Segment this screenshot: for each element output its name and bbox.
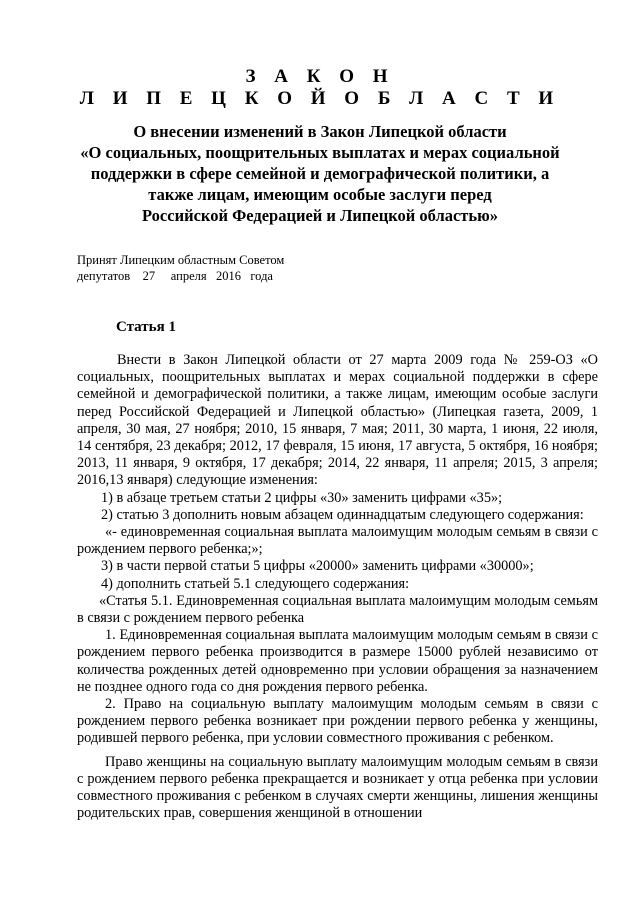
paragraph-clause-2: 2. Право на социальную выплату малоимущим молодым семьям в связи с рождением первого ребенка возникает при рождении первого ребенка у женщины, родившей первого ребенка, при условии совместного проживания с ребенком. [77,696,598,747]
paragraph-item-2-quote: «- единовременная социальная выплата малоимущим молодым семьям в связи с рождением первого ребенка;»; [77,524,598,558]
paragraph-item-3: 3) в части первой статьи 5 цифры «20000» заменить цифрами «30000»; [101,558,534,575]
law-title: З А К О Н [245,66,395,87]
subtitle-line-2: «О социальных, поощрительных выплатах и мерах социальной [80,143,560,162]
article-body [77,352,598,822]
subtitle-line-1: О внесении изменений в Закон Липецкой области [133,122,507,141]
adoption-line-2: депутатов 27 апреля 2016 года [77,269,273,283]
paragraph-article-5-1-title: «Статья 5.1. Единовременная социальная выплата малоимущим молодым семьям в связи с рождением первого ребенка [77,592,598,627]
paragraph-clause-1: 1. Единовременная социальная выплата малоимущим молодым семьям в связи с рождением первого ребенка производится в размере 15000 рублей независимо от количества рожденных детей одновременно при условии обращения за назначением не позднее одного года со дня рождения первого ребенка. [77,627,598,695]
law-region: Л И П Е Ц К О Й О Б Л А С Т И [79,88,561,109]
subtitle-line-5: Российской Федерацией и Липецкой областью» [142,206,498,225]
paragraph-intro: Внести в Закон Липецкой области от 27 марта 2009 года № 259-ОЗ «О социальных, поощрительных выплатах и мерах социальной поддержки в сфере семейной и демографической политики, а также лицам, имеющим особые заслуги перед Российской Федерацией и Липецкой областью» (Липецкая газета, 2009, 1 апреля, 30 мая, 27 ноября; 2010, 15 января, 7 мая; 2011, 30 марта, 1 июня, 22 июля, 14 сентября, 23 декабря; 2012, 17 февраля, 15 июня, 17 августа, 5 октября, 16 ноября; 2013, 11 января, 9 октября, 17 декабря; 2014, 22 января, 11 апреля; 2015, 3 апреля; 2016,13 января) следующие изменения: [77,352,598,489]
paragraph-item-4: 4) дополнить статьей 5.1 следующего содержания: [101,575,410,592]
subtitle-line-3: поддержки в сфере семейной и демографической политики, а [90,164,550,183]
adoption-line-1: Принят Липецким областным Советом [77,253,285,267]
paragraph-item-2: 2) статью 3 дополнить новым абзацем одиннадцатым следующего содержания: [101,506,584,523]
article-title: Статья 1 [116,319,176,335]
paragraph-clause-2-continued: Право женщины на социальную выплату малоимущим молодым семьям в связи с рождением первого ребенка прекращается и возникает у отца ребенка при условии совместного проживания с ребенком в случаях смерти женщины, лишения женщины родительских прав, совершения женщиной в отношении [77,753,598,822]
paragraph-item-1: 1) в абзаце третьем статьи 2 цифры «30» заменить цифрами «35»; [101,489,503,506]
subtitle-line-4: также лицам, имеющим особые заслуги перед [148,185,492,204]
